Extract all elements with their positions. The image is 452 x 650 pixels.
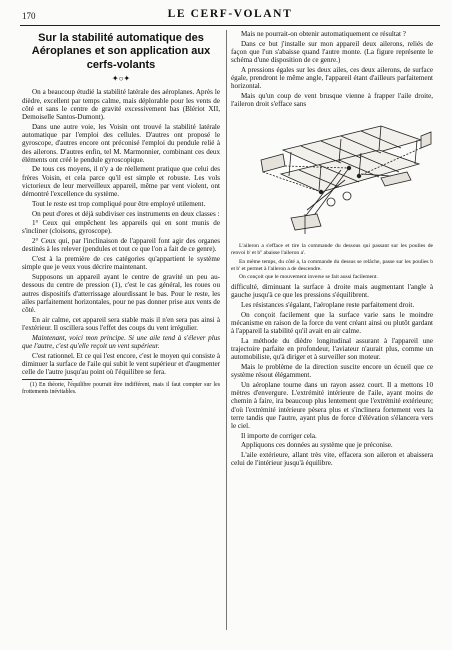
figure-caption: L'aileron a s'efface et tire la commande du dessous qui passant sur les poulies de renvoi b' et b'' abaisse l'aileron a'. <box>231 243 433 257</box>
left-paragraph-italic: Maintenant, voici mon principe. Si une aile tend à s'élever plus que l'autre, c'est qu'elle reçoit un vent supérieur. <box>22 333 220 350</box>
right-paragraph: Il importe de corriger cela. <box>241 431 317 440</box>
figure-caption: En même temps, du côté a, la commande du dessus se relâche, passe sur les poulies b et b' et permet à l'aileron a de descendre. <box>231 258 433 272</box>
header-rule <box>20 25 440 26</box>
right-paragraph: L'aile extérieure, allant très vite, effacera son aileron et abaissera celui de l'intérieur jusqu'à équilibre. <box>231 451 433 468</box>
right-paragraph: difficulté, diminuant la surface à droite mais augmentant l'angle à gauche jusqu'à ce que les pressions s'équilibrent. <box>231 282 433 300</box>
title-ornament: ✦○✦ <box>111 74 131 84</box>
right-paragraph: Mais le problème de la direction suscite encore un écueil que ce système résout élégamment. <box>231 362 433 380</box>
right-paragraph: A pressions égales sur les deux ailes, ces deux ailerons, de surface égale, prendront le même angle, l'appareil étant d'ailleurs parfaitement horizontal. <box>231 65 433 91</box>
page-number: 170 <box>22 11 36 21</box>
figure-caption: On conçoit que le mouvement inverse se fait aussi facilement. <box>239 274 378 281</box>
right-paragraph: Mais ne pourrait-on obtenir automatiquement ce résultat ? <box>241 30 406 38</box>
page-header <box>20 8 440 24</box>
right-paragraph: Les résistances s'égalant, l'aéroplane reste parfaitement droit. <box>241 300 415 309</box>
left-paragraph: Tout le reste est trop compliqué pour être employé utilement. <box>32 199 206 208</box>
right-column <box>231 30 433 469</box>
column-divider <box>226 30 227 630</box>
right-paragraph: La méthode du dièdre longitudinal assurant à l'appareil une trajectoire parfaite en profondeur, l'aviateur n'aurait plus, comme un automobiliste, qu'à diriger et à surveiller son moteur. <box>231 336 433 362</box>
left-paragraph: C'est rationnel. Et ce qui l'est encore, c'est le moyen qui consiste à diminuer la surface de l'aile qui subit le vent supérieur et d'augmenter celle de l'autre jusqu'au point où l'équilibre se fera. <box>22 351 220 376</box>
left-paragraph: Supposons un appareil ayant le centre de gravité un peu au-dessous du centre de pression (1), c'est le cas général, les roues ou autres dispositifs d'atterrissage alourdissant le bas. Pour le reste, les ailes parfaitement horizontales, pour ne pas donner prise aux vents de côté. <box>22 273 220 314</box>
left-column <box>22 30 220 396</box>
biplane-aileron-drawing <box>231 110 433 240</box>
aileron-figure <box>231 110 433 240</box>
left-paragraph: On a beaucoup étudié la stabilité latérale des aéroplanes. Après le dièdre, excellent par temps calme, mais déplorable pour les vents de côté et sans le centre de gravité excessivement bas (Blériot XII, Demoiselle Santos-Dumont). <box>22 88 220 122</box>
left-paragraph: On peut d'ores et déjà subdiviser ces instruments en deux classes : <box>32 209 220 218</box>
footnote: (1) En théorie, l'équilibre pourrait être indifférent, mais il faut compter sur les frottements inévitables. <box>22 382 220 396</box>
right-paragraph: On conçoit facilement que la surface varie sans le moindre mécanisme en raison de la force du vent créant ainsi ou plutôt gardant à l'appareil la stabilité qu'il avait en air calme. <box>231 310 433 336</box>
left-paragraph: Dans une autre voie, les Voisin ont trouvé la stabilité latérale automatique par l'emploi des cellules. D'autres ont proposé le gyroscope, d'autres encore ont préconisé l'emploi du pendule relié à des ailerons. D'autres enfin, tel M. Marmonnier, combinant ces deux éléments ont créé le pendule gyroscopique. <box>22 122 220 164</box>
article-title: Sur la stabilité automatique des Aéroplanes et son application aux cerfs-volants <box>31 32 211 71</box>
footnote-rule <box>22 379 72 380</box>
right-paragraph: Appliquons ces données au système que je préconise. <box>241 441 393 450</box>
right-paragraph: Mais qu'un coup de vent brusque vienne à frapper l'aile droite, l'aileron droit s'efface sans <box>231 92 433 109</box>
left-paragraph: De tous ces moyens, il n'y a de réellement pratique que celui des frères Voisin, et cela parce qu'il est simple et robuste. Les vols victorieux de leur merveilleux appareil, même par vent violent, ont démontré l'excellence du système. <box>22 165 220 199</box>
left-paragraph: 1° Ceux qui empêchent les appareils qui en sont munis de s'incliner (cloisons, gyroscope). <box>22 219 220 236</box>
right-paragraph: Dans ce but j'installe sur mon appareil deux ailerons, reliés de façon que l'un s'abaisse quand l'autre monte. (La figure représente le schéma d'une disposition de ce genre.) <box>231 39 433 65</box>
left-paragraph: 2° Ceux qui, par l'inclinaison de l'appareil font agir des organes destinés à les relever (pendules et tout ce que l'on a fait de ce genre). <box>22 237 220 254</box>
left-paragraph: C'est à la première de ces catégories qu'appartient le système simple que je veux vous décrire maintenant. <box>22 255 220 272</box>
right-paragraph: Un aéroplane tourne dans un rayon assez court. Il a mettons 10 mètres d'envergure. L'extrémité intérieure de l'aile, ayant moins de chemin à faire, ira beaucoup plus lentement que l'extrémité extérieure; d'où l'extrémité intérieure pèsera plus et s'inclinera fortement vers la terre tandis que l'autre, ayant plus de force d'élévation s'élancera vers le ciel. <box>231 380 433 430</box>
left-paragraph: En air calme, cet appareil sera stable mais il n'en sera pas ainsi à l'extérieur. Il oscillera sous l'effet des coups du vent irrégulier. <box>22 315 220 332</box>
journal-title: LE CERF-VOLANT <box>167 8 293 20</box>
